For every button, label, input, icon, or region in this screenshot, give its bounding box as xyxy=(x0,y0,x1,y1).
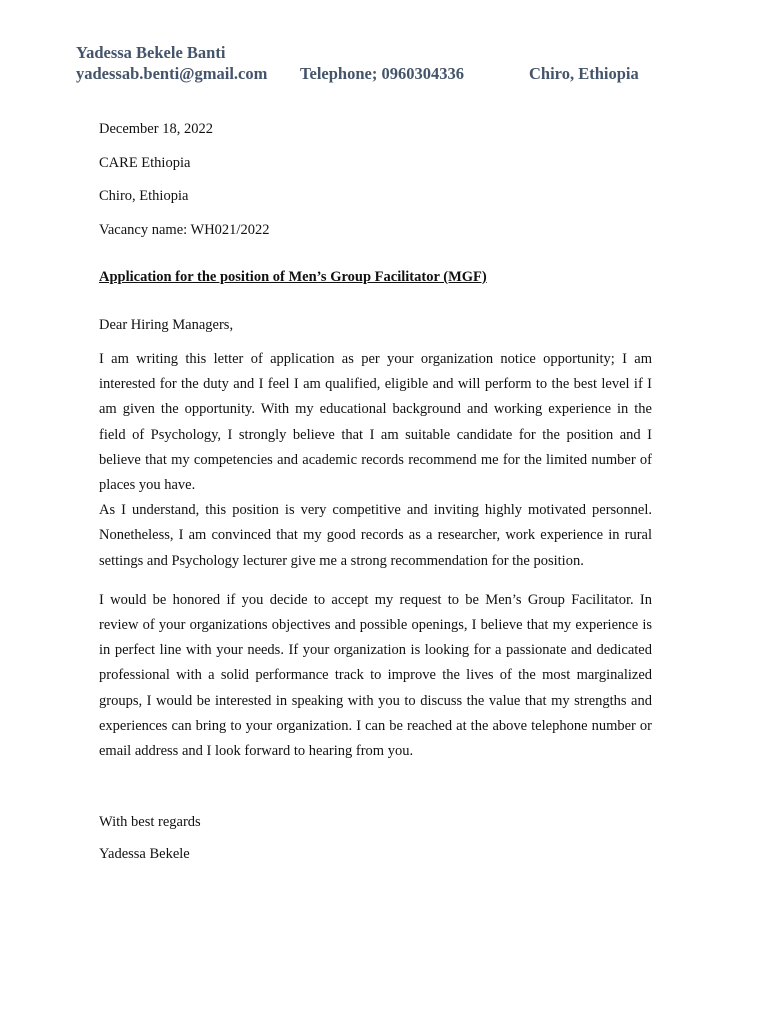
paragraph-competitive: As I understand, this position is very competitive and inviting highly motivated personnel. Nonetheless, I am convinced that my good records as a researcher, work experience in rural settings and Psychology lecturer give me a strong recommendation for the position. xyxy=(99,502,652,569)
paragraph-closing-request: I would be honored if you decide to accept my request to be Men’s Group Facilitator. In review of your organizations objectives and possible openings, I believe that my experience is in perfect line with your needs. If your organization is looking for a passionate and dedicated professional with a solid performance track to improve the lives of the most marginalized groups, I would be interested in speaking with you to discuss the value that my strengths and experiences can bring to your organization. I can be reached at the above telephone number or email address and I look forward to hearing from you. xyxy=(99,591,652,760)
sender-location: Chiro, Ethiopia xyxy=(529,64,639,83)
vacancy-name: Vacancy name: WH021/2022 xyxy=(99,221,270,238)
signature-name: Yadessa Bekele xyxy=(99,846,190,863)
letter-body xyxy=(99,119,652,864)
letter-subject: Application for the position of Men’s Group Facilitator (MGF) xyxy=(99,269,487,285)
sender-contact-row xyxy=(76,63,696,84)
sender-email: yadessab.benti@gmail.com xyxy=(76,64,268,83)
recipient-address: Chiro, Ethiopia xyxy=(99,188,189,204)
closing: With best regards xyxy=(99,814,201,831)
sender-telephone: Telephone; 0960304336 xyxy=(300,64,464,83)
letterhead xyxy=(76,42,696,84)
sender-name: Yadessa Bekele Banti xyxy=(76,43,226,62)
salutation: Dear Hiring Managers, xyxy=(99,317,234,333)
paragraph-intro: I am writing this letter of application as per your organization notice opportunity; I am interested for the duty and I feel I am qualified, eligible and will perform to the best level if I am given the opportunity. With my educational background and working experience in the field of Psychology, I strongly believe that I am suitable candidate for the position and I believe that my competencies and academic records recommend me for the limited number of places you have. xyxy=(99,351,652,494)
letter-date: December 18, 2022 xyxy=(99,121,213,137)
recipient-organization: CARE Ethiopia xyxy=(99,154,191,171)
